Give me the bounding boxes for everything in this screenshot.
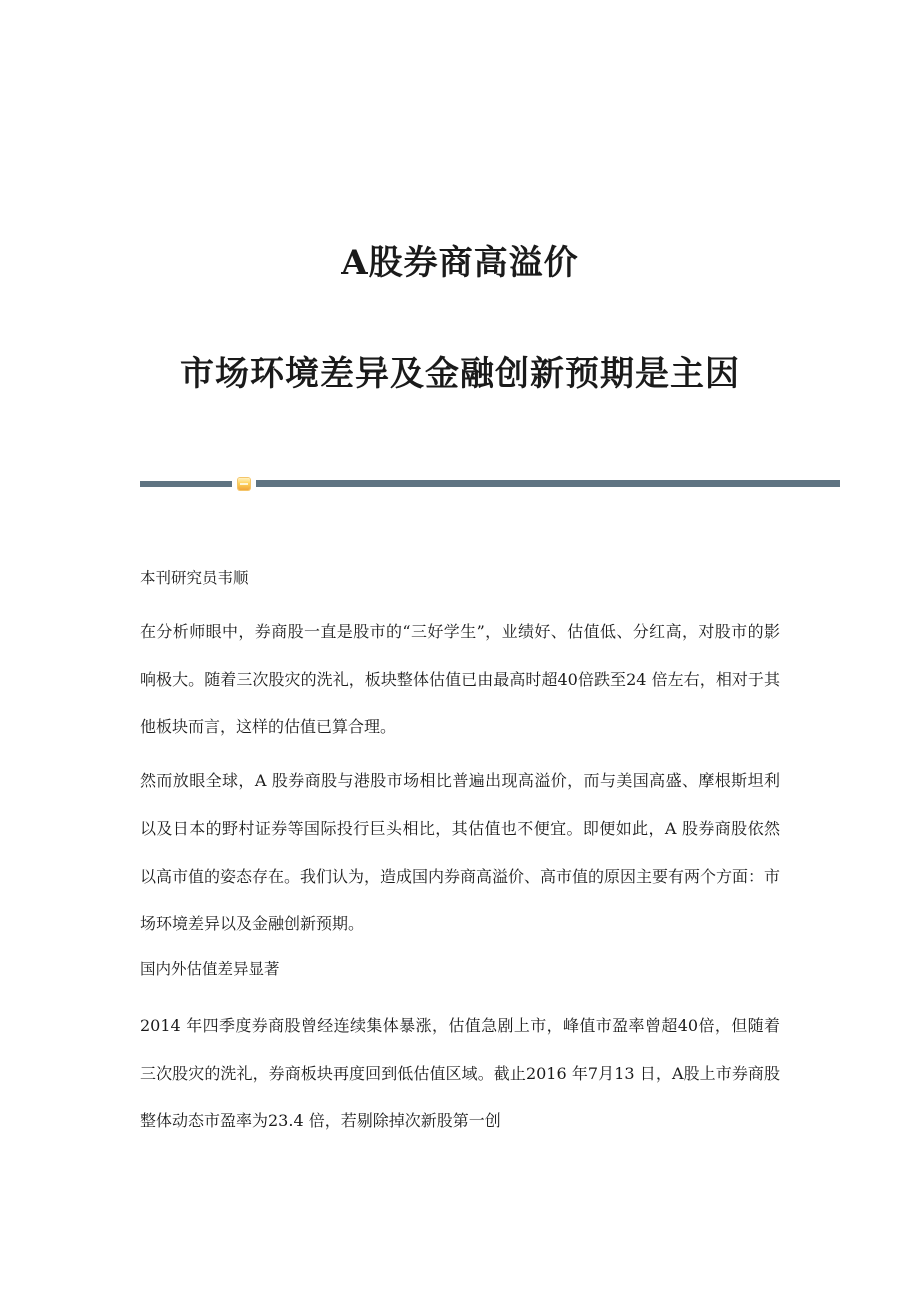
author-line: 本刊研究员韦顺	[140, 569, 249, 587]
divider-bar-left	[140, 481, 232, 487]
title-divider	[140, 478, 840, 490]
divider-ornament-icon	[238, 478, 250, 490]
paragraph-1: 在分析师眼中，券商股一直是股市的“三好学生”，业绩好、估值低、分红高，对股市的影响极大。随着三次股灾的洗礼，板块整体估值已由最高时超40倍跌至24 倍左右，相对于其他板块而言，这样的估值已算合理。	[140, 622, 780, 737]
section-paragraph: 2014 年四季度券商股曾经连续集体暴涨，估值急剧上市，峰值市盈率曾超40倍，但随着三次股灾的洗礼，券商板块再度回到低估值区域。截止2016 年7月13 日，A股上市券商股整体动态市盈率为23.4 倍，若剔除掉次新股第一创	[140, 1015, 780, 1131]
page-title: A股券商高溢价	[341, 242, 579, 283]
article-body	[140, 566, 780, 1145]
divider-bar-right	[256, 480, 840, 487]
page-subtitle: 市场环境差异及金融创新预期是主因	[180, 354, 740, 395]
paragraph-2: 然而放眼全球，A 股券商股与港股市场相比普遍出现高溢价，而与美国高盛、摩根斯坦利以及日本的野村证券等国际投行巨头相比，其估值也不便宜。即便如此，A 股券商股依然以高市值的姿态存在。我们认为，造成国内券商高溢价、高市值的原因主要有两个方面：市场环境差异以及金融创新预期。	[140, 771, 781, 934]
section-heading: 国内外估值差异显著	[140, 959, 280, 978]
